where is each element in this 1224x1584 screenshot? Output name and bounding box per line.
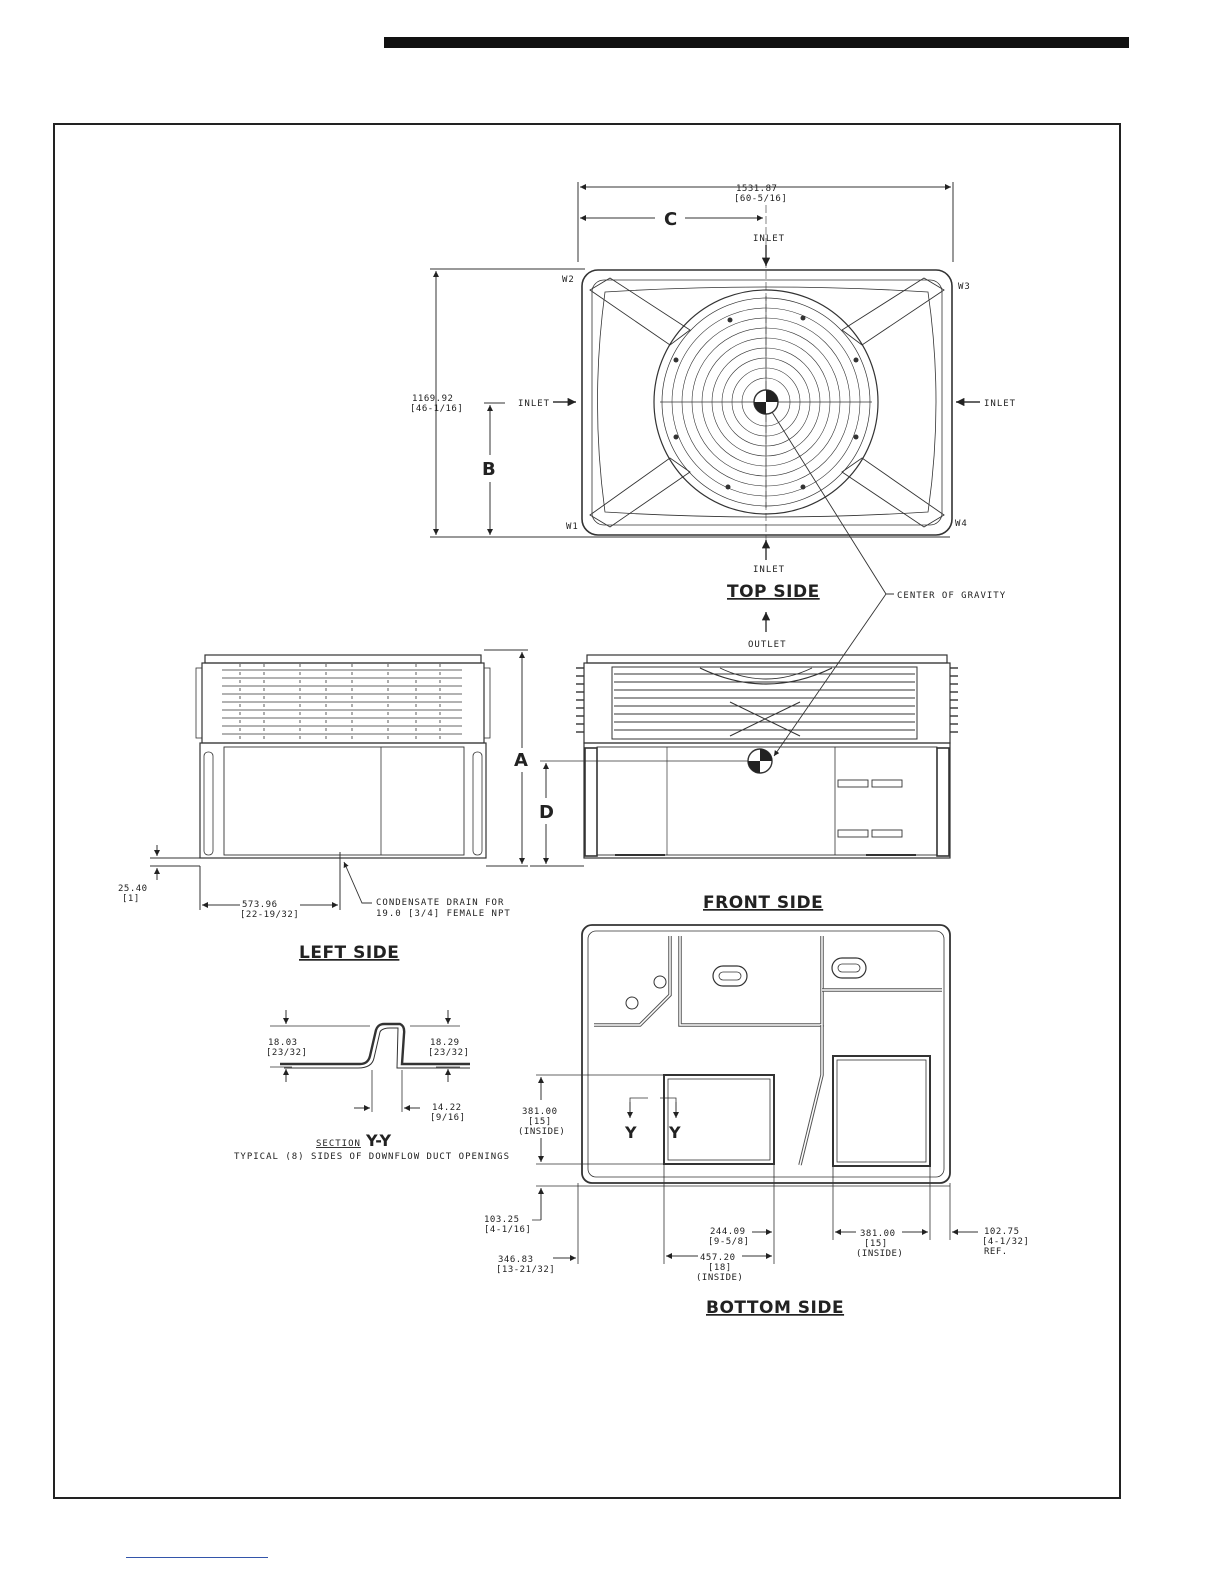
drain-offset-in: [22-19/32] <box>240 910 300 920</box>
drain-note-2: 19.0 [3/4] FEMALE NPT <box>376 909 511 919</box>
dim-381-right-mm: 381.00 <box>860 1229 896 1239</box>
dim-103-mm: 103.25 <box>484 1215 520 1225</box>
dim-381-right-in: [15] <box>864 1239 888 1249</box>
dim-102-in: [4-1/32] <box>982 1237 1030 1247</box>
dim-457-in: [18] <box>708 1263 732 1273</box>
section-dim-right-in: [23/32] <box>428 1048 470 1058</box>
corner-w4: W4 <box>955 519 968 529</box>
section-dim-bottom-in: [9/16] <box>430 1113 466 1123</box>
section-y-y <box>270 1010 470 1112</box>
bottom-side-title: BOTTOM SIDE <box>706 1298 845 1318</box>
left-view <box>150 650 528 910</box>
section-note: TYPICAL (8) SIDES OF DOWNFLOW DUCT OPENINGS <box>234 1152 510 1162</box>
outlet-label: OUTLET <box>748 640 787 650</box>
dim-102-mm: 102.75 <box>984 1227 1020 1237</box>
section-dim-bottom-mm: 14.22 <box>432 1103 462 1113</box>
corner-w1: W1 <box>566 522 579 532</box>
y-marker-right: Y <box>669 1123 681 1142</box>
dim-381-left-note: (INSIDE) <box>518 1127 566 1137</box>
dim-346-in: [13-21/32] <box>496 1265 556 1275</box>
bottom-view <box>532 925 978 1264</box>
section-dim-left-in: [23/32] <box>266 1048 308 1058</box>
dim-244-mm: 244.09 <box>710 1227 746 1237</box>
front-view <box>530 655 958 866</box>
drain-height-mm: 25.40 <box>118 884 148 894</box>
dim-346-mm: 346.83 <box>498 1255 534 1265</box>
dim-103-in: [4-1/16] <box>484 1225 532 1235</box>
inlet-bottom-label: INLET <box>753 565 786 575</box>
drain-height-in: [1] <box>122 894 140 904</box>
inlet-left-label: INLET <box>518 399 551 409</box>
inlet-top-label: INLET <box>753 234 786 244</box>
section-dim-left-mm: 18.03 <box>268 1038 298 1048</box>
dim-457-mm: 457.20 <box>700 1253 736 1263</box>
dim-381-right-note: (INSIDE) <box>856 1249 904 1259</box>
dim-c-label: C <box>664 209 678 230</box>
drain-note-1: CONDENSATE DRAIN FOR <box>376 898 505 908</box>
top-side-title: TOP SIDE <box>727 582 820 602</box>
y-marker-left: Y <box>625 1123 637 1142</box>
dim-b-label: B <box>482 459 496 480</box>
section-word: SECTION <box>316 1139 361 1149</box>
section-dim-right-mm: 18.29 <box>430 1038 460 1048</box>
depth-mm: 1169.92 <box>412 394 454 404</box>
front-side-title: FRONT SIDE <box>703 893 824 913</box>
top-view-labels <box>410 184 1016 650</box>
dim-381-left-mm: 381.00 <box>522 1107 558 1117</box>
dim-457-note: (INSIDE) <box>696 1273 744 1283</box>
width-mm: 1531.87 <box>736 184 778 194</box>
dim-d-label: D <box>539 802 554 823</box>
width-in: [60-5/16] <box>734 194 788 204</box>
dim-a-label: A <box>514 750 528 771</box>
dim-244-in: [9-5/8] <box>708 1237 750 1247</box>
left-side-title: LEFT SIDE <box>299 943 400 963</box>
cog-label: CENTER OF GRAVITY <box>897 591 1007 601</box>
dim-102-note: REF. <box>984 1247 1008 1257</box>
dim-381-left-in: [15] <box>528 1117 552 1127</box>
depth-in: [46-1/16] <box>410 404 464 414</box>
inlet-right-label: INLET <box>984 399 1017 409</box>
corner-w3: W3 <box>958 282 971 292</box>
left-view-labels <box>118 750 528 963</box>
corner-w2: W2 <box>562 275 575 285</box>
section-name: Y-Y <box>366 1131 392 1150</box>
bottom-view-labels <box>484 1107 1029 1318</box>
drain-offset-mm: 573.96 <box>242 900 278 910</box>
